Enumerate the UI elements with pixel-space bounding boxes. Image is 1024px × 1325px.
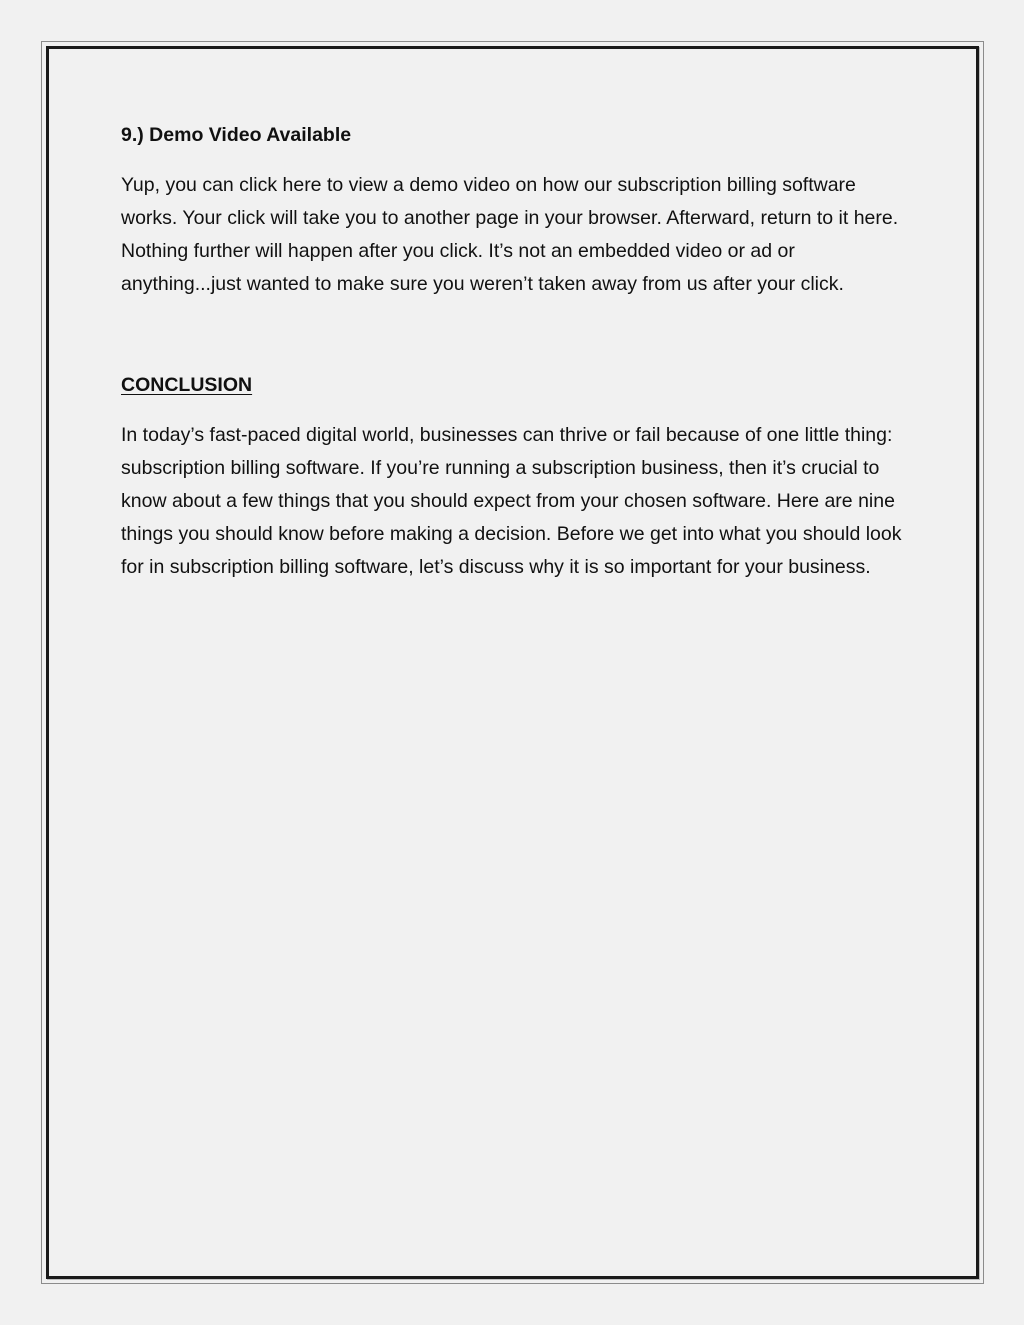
section-heading-demo-video: 9.) Demo Video Available xyxy=(121,124,352,146)
page-content xyxy=(121,121,911,584)
section-heading-conclusion: CONCLUSION xyxy=(121,374,253,396)
section-paragraph-conclusion: In today’s fast-paced digital world, businesses can thrive or fail because of one little thing: subscription billing software. If you’re running a subscription business, then it’s crucial to know about a few things that you should expect from your chosen software. Here are nine things you should know before making a decision. Before we get into what you should look for in subscription billing software, let’s discuss why it is so important for your business. xyxy=(121,424,902,578)
section-paragraph-demo-video: Yup, you can click here to view a demo video on how our subscription billing software works. Your click will take you to another page in your browser. Afterward, return to it here. Nothing further will happen after you click. It’s not an embedded video or ad or anything...just wanted to make sure you weren’t taken away from us after your click. xyxy=(121,174,899,295)
